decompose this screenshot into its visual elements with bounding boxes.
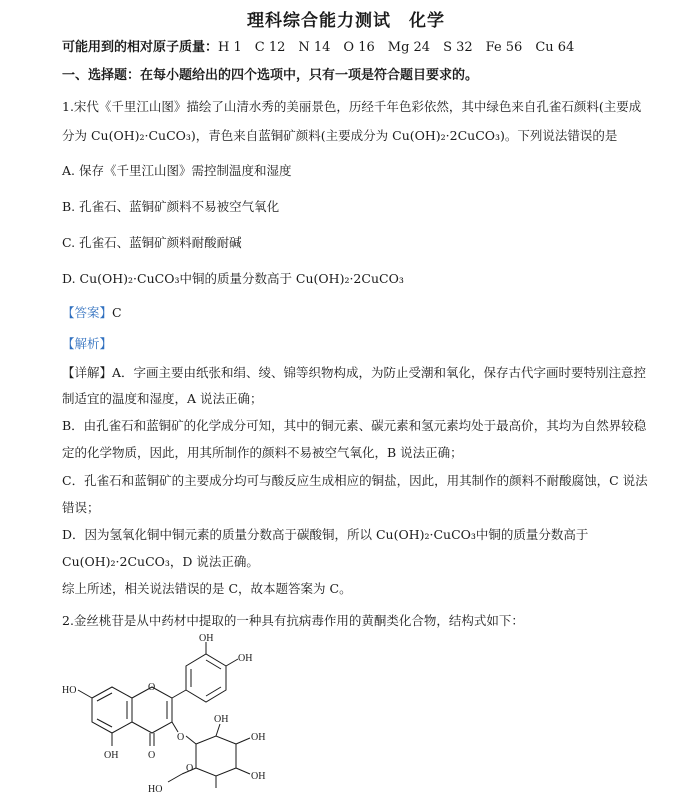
atomic-mass-values: H 1 C 12 N 14 O 16 Mg 24 S 32 Fe 56 Cu 64 xyxy=(218,40,575,55)
analysis-tag: 【解析】 xyxy=(62,336,113,351)
label-o-ring: O xyxy=(148,682,156,693)
label-o-sugar: O xyxy=(186,763,194,774)
detail-line: 【详解】A．字画主要由纸张和绢、绫、锦等织物构成，为防止受潮和氧化，保存古代字画时要特别注意控 xyxy=(62,365,647,380)
q1-option-c: C. 孔雀石、蓝铜矿颜料耐酸耐碱 xyxy=(62,235,242,250)
hyperoside-structure xyxy=(60,632,300,800)
q2-stem: 2.金丝桃苷是从中药材中提取的一种具有抗病毒作用的黄酮类化合物，结构式如下： xyxy=(62,613,524,628)
label-o-link: O xyxy=(177,732,185,743)
page-title: 理科综合能力测试 化学 xyxy=(247,11,445,31)
detail-line: B．由孔雀石和蓝铜矿的化学成分可知，其中的铜元素、碳元素和氢元素均处于最高价，其均为自然界较稳 xyxy=(62,418,647,433)
detail-line: C．孔雀石和蓝铜矿的主要成分均可与酸反应生成相应的铜盐，因此，用其制作的颜料不耐酸腐蚀，C 说法 xyxy=(62,473,648,488)
q1-stem-line1: 1.宋代《千里江山图》描绘了山清水秀的美丽景色，历经千年色彩依然，其中绿色来自孔雀石颜料(主要成 xyxy=(62,99,642,114)
label-oh-sugar2: OH xyxy=(251,732,266,743)
q1-stem-line2: 分为 Cu(OH)₂·CuCO₃)，青色来自蓝铜矿颜料(主要成分为 Cu(OH)₂·2CuCO₃)。下列说法错误的是 xyxy=(62,128,618,143)
section-title: 一、选择题：在每小题给出的四个选项中，只有一项是符合题目要求的。 xyxy=(62,68,479,83)
detail-line: Cu(OH)₂·2CuCO₃，D 说法正确。 xyxy=(62,554,259,569)
q1-option-b: B. 孔雀石、蓝铜矿颜料不易被空气氧化 xyxy=(62,199,280,214)
label-oh-sugar1: OH xyxy=(214,714,229,725)
detail-line: 定的化学物质，因此，用其所制作的颜料不易被空气氧化，B 说法正确； xyxy=(62,445,463,460)
q1-option-d: D. Cu(OH)₂·CuCO₃中铜的质量分数高于 Cu(OH)₂·2CuCO₃ xyxy=(62,271,404,286)
label-oh-sugar3: OH xyxy=(251,771,266,782)
q1-option-a: A. 保存《千里江山图》需控制温度和湿度 xyxy=(62,163,292,178)
detail-line: 制适宜的温度和湿度，A 说法正确； xyxy=(62,391,263,406)
label-ho-sugar: HO xyxy=(148,784,163,795)
answer-tag: 【答案】 xyxy=(62,305,113,320)
atomic-mass-line xyxy=(62,36,574,55)
label-oh-bottom: OH xyxy=(104,750,119,761)
label-o-ketone: O xyxy=(148,750,156,761)
label-oh-top1: OH xyxy=(199,633,214,644)
label-ho-left: HO xyxy=(62,685,77,696)
detail-line: 综上所述，相关说法错误的是 C，故本题答案为 C。 xyxy=(62,581,352,596)
label-oh-top2: OH xyxy=(238,653,253,664)
answer-value: C xyxy=(112,305,122,320)
atomic-mass-label: 可能用到的相对原子质量： xyxy=(62,40,219,55)
detail-line: D．因为氢氧化铜中铜元素的质量分数高于碳酸铜，所以 Cu(OH)₂·CuCO₃中铜的质量分数高于 xyxy=(62,527,589,542)
detail-line: 错误； xyxy=(62,500,100,515)
q1-answer xyxy=(62,303,122,321)
